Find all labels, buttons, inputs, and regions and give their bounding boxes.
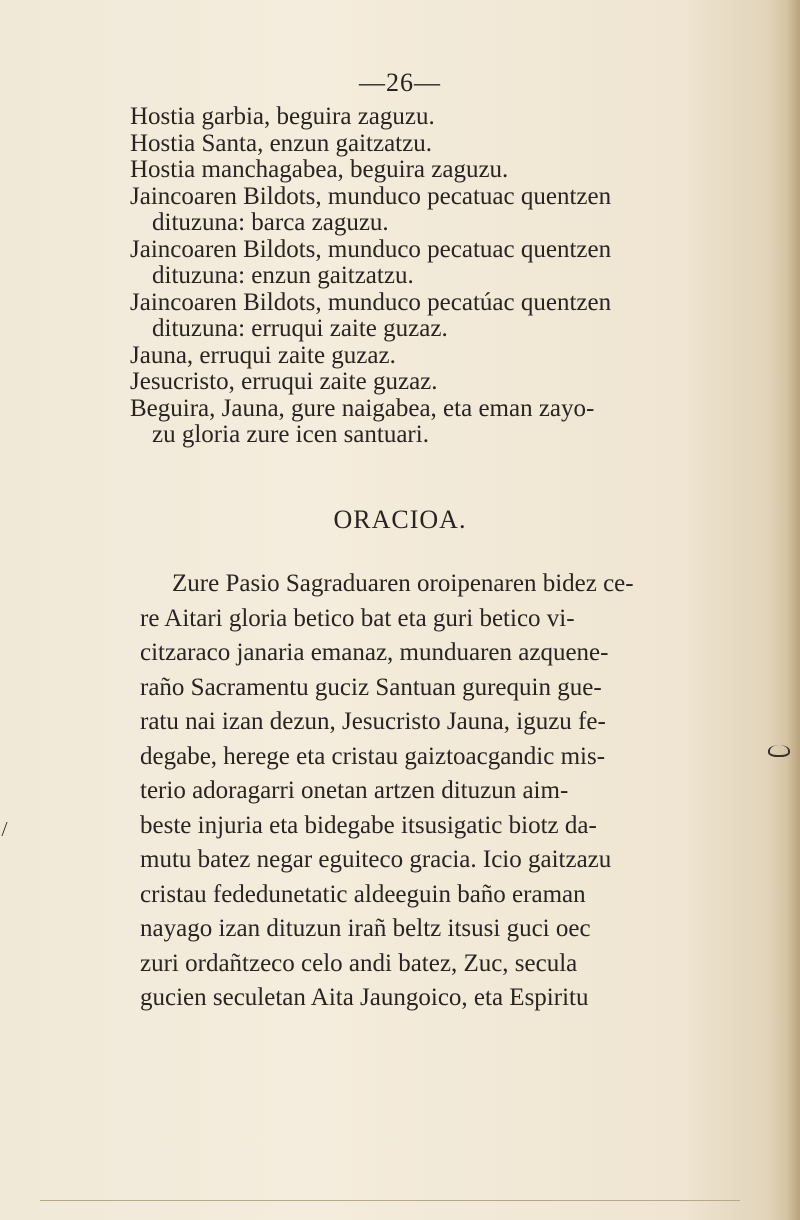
- prayer-paragraph: [140, 567, 710, 1016]
- litany-line: Jesucristo, erruqui zaite guzaz.: [130, 368, 438, 395]
- margin-ink-mark: [768, 745, 790, 757]
- margin-ink-tick: [1, 822, 17, 836]
- prayer-line: cristau fededunetatic aldeeguin baño eraman: [140, 880, 586, 908]
- prayer-line: re Aitari gloria betico bat eta guri betico vi-: [140, 604, 575, 632]
- litany-line: Jaincoaren Bildots, munduco pecatuac quentzen: [130, 182, 612, 210]
- page-edge: [786, 0, 800, 1220]
- prayer-line: gucien seculetan Aita Jaungoico, eta Espiritu: [140, 984, 589, 1011]
- litany-line: Jaincoaren Bildots, munduco pecatuac quentzen: [130, 235, 612, 263]
- prayer-line: ratu nai izan dezun, Jesucristo Jauna, iguzu fe-: [140, 708, 606, 735]
- litany-line: dituzuna: erruqui zaite guzaz.: [152, 315, 448, 342]
- page-number: —26—: [359, 68, 441, 97]
- page-bottom-rule: [40, 1200, 740, 1201]
- litany-line: Jaincoaren Bildots, munduco pecatúac quentzen: [130, 288, 612, 316]
- litany-line: dituzuna: enzun gaitzatzu.: [152, 262, 414, 289]
- litany-line: Hostia garbia, beguira zaguzu.: [130, 103, 435, 130]
- prayer-line: citzaraco janaria emanaz, munduaren azquene-: [140, 639, 609, 666]
- litany-line: Beguira, Jauna, gure naigabea, eta eman zayo-: [130, 394, 595, 422]
- prayer-line: degabe, herege eta cristau gaiztoacgandic mis-: [140, 742, 606, 770]
- litany-line: Jauna, erruqui zaite guzaz.: [130, 341, 396, 369]
- prayer-line: zuri ordañtzeco celo andi batez, Zuc, secula: [140, 949, 578, 977]
- prayer-line: raño Sacramentu guciz Santuan gurequin gue-: [140, 673, 602, 701]
- prayer-line: nayago izan dituzun irañ beltz itsusi guci oec: [140, 915, 591, 942]
- section-title: ORACIOA.: [333, 505, 467, 534]
- prayer-line: terio adoragarri onetan artzen dituzun aim-: [140, 777, 569, 804]
- litany-block: [130, 104, 720, 449]
- litany-line: zu gloria zure icen santuari.: [152, 421, 429, 448]
- prayer-line: mutu batez negar eguiteco gracia. Icio gaitzazu: [140, 846, 612, 873]
- prayer-line: Zure Pasio Sagraduaren oroipenaren bidez ce-: [172, 570, 634, 597]
- litany-line: dituzuna: barca zaguzu.: [152, 209, 389, 236]
- prayer-line: beste injuria eta bidegabe itsusigatic biotz da-: [140, 811, 597, 839]
- litany-line: Hostia Santa, enzun gaitzatzu.: [130, 129, 432, 157]
- litany-line: Hostia manchagabea, beguira zaguzu.: [130, 156, 509, 183]
